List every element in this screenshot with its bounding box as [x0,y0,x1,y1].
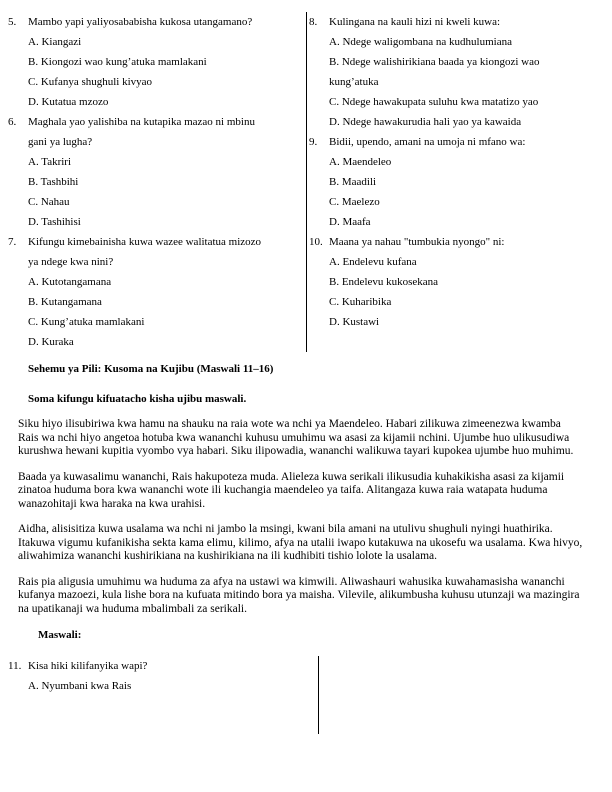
passage-paragraph: Siku hiyo ilisubiriwa kwa hamu na shauku na raia wote wa nchi ya Maendeleo. Habari zilikuwa zimeenezwa kwamba Rais wa nchi hiyo angetoa hotuba kwa wananchi kuhusu umuhimu wa asasi za kijamii nchini. Ujumbe huo ulikusudiwa kurushwa hewani kupitia vyombo vya habari. Siku ilipowadia, wananchi walikuwa tayari kupokea ujumbe huo muhimu. [18,418,574,457]
answer-option: D. Kutatua mzozo [28,96,109,108]
questions-column-left [8,12,306,352]
answer-option: B. Tashbihi [28,176,79,188]
questions-label: Maswali: [38,629,82,641]
question-9 [309,132,604,232]
question-11 [8,656,318,696]
answer-option: C. Nahau [28,196,70,208]
question-text: Maghala yao yalishiba na kutapika mazao ni mbinu gani ya lugha? [28,116,255,148]
answer-option: D. Kustawi [329,316,380,328]
passage-paragraph: Rais pia aligusia umuhimu wa huduma za afya na ustawi wa kimwili. Aliwashauri wahusika kuwahamasisha wananchi kufanya mazoezi, kula lishe bora na kufuata mitindo bora ya maisha. Vilevile, alikumbusha kuhusu utunzaji wa mazingira na upatikanaji wa huduma mbalimbali za serikali. [18,575,580,615]
answer-option: A. Maendeleo [329,156,392,168]
question-text: Kifungu kimebainisha kuwa wazee walitatua mizozo ya ndege kwa nini? [28,236,262,268]
answer-option: B. Kutangamana [28,296,102,308]
answer-option: C. Kuharibika [329,296,392,308]
question-number: 9. [309,136,318,148]
answer-option: D. Tashihisi [28,216,81,228]
passage-paragraph: Baada ya kuwasalimu wananchi, Rais hakupoteza muda. Alieleza kuwa serikali ilikusudia kuhakikisha asasi za kijamii zinatoa huduma bora kwa wananchi wote ili kuchangia maendeleo ya taifa. Alitangaza kuwa raia watapata huduma wanazohitaji kwa haraka na kwa urahisi. [18,470,565,510]
questions-section-bottom [8,656,604,734]
answer-option: A. Ndege waligombana na kudhulumiana [329,36,512,48]
answer-option: D. Maafa [329,216,371,228]
questions-column-right [307,12,604,352]
questions-section-top [8,12,604,352]
question-number: 6. [8,116,17,128]
question-7 [8,232,306,352]
question-text: Bidii, upendo, amani na umoja ni mfano wa: [329,136,526,148]
answer-option: C. Kufanya shughuli kivyao [28,76,153,88]
passage-paragraph: Aidha, alisisitiza kuwa usalama wa nchi ni jambo la msingi, kwani bila amani na utulivu shughuli nyingi huathirika. Itakuwa vigumu kufanikisha sekta kama elimu, kilimo, afya na utalii iwapo kutakuwa na ukosefu wa usalama. Kwa hivyo, aliwahimiza wananchi kushirikiana na kushirikiana na ili kudhibiti tishio lolote la usalama. [18,523,583,562]
answer-option: A. Takriri [28,156,72,168]
question-text: Kulingana na kauli hizi ni kweli kuwa: [329,16,501,28]
answer-option: A. Kiangazi [28,36,82,48]
answer-option: B. Maadili [329,176,377,188]
question-text: Mambo yapi yaliyosababisha kukosa utangamano? [28,16,253,28]
question-10 [309,232,604,332]
section-title: Sehemu ya Pili: Kusoma na Kujibu (Maswali 11–16) [28,363,274,375]
bottom-column-right [319,656,604,734]
bottom-column-left [8,656,318,734]
question-number: 10. [309,236,323,248]
answer-option: C. Kung’atuka mamlakani [28,316,145,328]
answer-option: D. Kuraka [28,336,74,348]
answer-option: D. Ndege hawakurudia hali yao ya kawaida [329,116,522,128]
question-number: 8. [309,16,318,28]
question-number: 5. [8,16,17,28]
question-text: Maana ya nahau "tumbukia nyongo" ni: [329,236,505,248]
question-number: 7. [8,236,17,248]
answer-option: B. Kiongozi wao kung’atuka mamlakani [28,56,207,68]
answer-option: A. Nyumbani kwa Rais [28,680,132,692]
question-5 [8,12,306,112]
question-8 [309,12,604,132]
answer-option: A. Endelevu kufana [329,256,417,268]
answer-option: B. Endelevu kukosekana [329,276,439,288]
reading-passage [18,418,584,616]
answer-option: B. Ndege walishirikiana baada ya kiongozi wao kung’atuka [329,56,540,88]
answer-option: C. Maelezo [329,196,380,208]
answer-option: C. Ndege hawakupata suluhu kwa matatizo yao [329,96,539,108]
question-6 [8,112,306,232]
question-number: 11. [8,660,22,672]
reading-instruction: Soma kifungu kifuatacho kisha ujibu maswali. [28,393,247,405]
answer-option: A. Kutotangamana [28,276,112,288]
question-text: Kisa hiki kilifanyika wapi? [28,660,148,672]
